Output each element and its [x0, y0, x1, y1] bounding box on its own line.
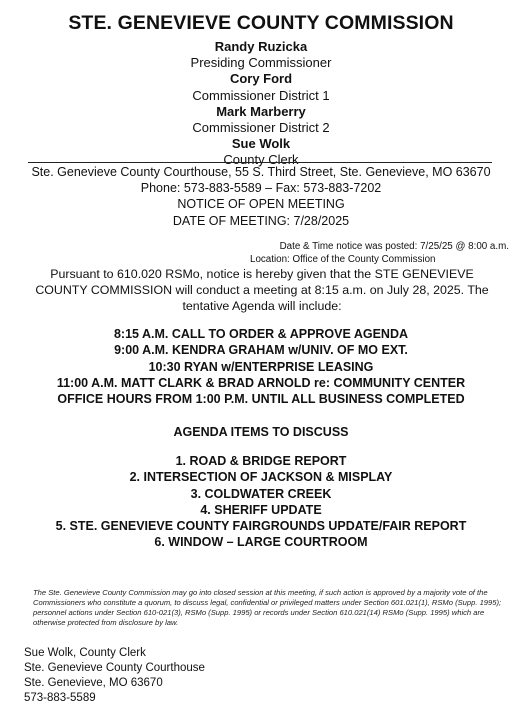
footer-line: Ste. Genevieve County Courthouse: [24, 662, 205, 674]
official-role: Commissioner District 2: [192, 120, 330, 136]
notice-title: NOTICE OF OPEN MEETING: [177, 197, 345, 212]
discussion-item: 1. ROAD & BRIDGE REPORT: [175, 454, 347, 468]
intro-paragraph: Pursuant to 610.020 RSMo, notice is hereby given that the STE GENEVIEVE COUNTY COMMISSION will conduct a meeting at 8:15 a.m. on July 28, 2025. The tentative Agenda will include:: [35, 267, 489, 314]
meeting-date: DATE OF MEETING: 7/28/2025: [172, 213, 350, 228]
schedule-item: 8:15 A.M. CALL TO ORDER & APPROVE AGENDA: [113, 327, 409, 341]
discussion-items: [0, 453, 522, 551]
courthouse-address: Ste. Genevieve County Courthouse, 55 S. Third Street, Ste. Genevieve, MO 63670: [31, 165, 491, 179]
posting-info: [0, 240, 509, 266]
notice-header: [0, 164, 522, 229]
schedule-item: 9:00 A.M. KENDRA GRAHAM w/UNIV. OF MO EXT.: [114, 343, 408, 358]
discussion-item: 6. WINDOW – LARGE COURTROOM: [154, 535, 368, 550]
official-name: Cory Ford: [229, 71, 293, 87]
footer-line: Ste. Genevieve, MO 63670: [24, 677, 163, 689]
clerk-signature-block: [24, 646, 205, 706]
posted-location: Location: Office of the County Commission: [250, 254, 436, 265]
discussion-item: 4. SHERIFF UPDATE: [200, 502, 322, 517]
agenda-schedule: [0, 326, 522, 407]
official-name: Sue Wolk: [231, 136, 291, 152]
discussion-item: 3. COLDWATER CREEK: [190, 486, 332, 501]
footer-line: Sue Wolk, County Clerk: [24, 647, 146, 659]
phone-fax: Phone: 573-883-5589 – Fax: 573-883-7202: [140, 181, 382, 196]
discussion-item: 2. INTERSECTION OF JACKSON & MISPLAY: [129, 470, 393, 485]
schedule-item: 10:30 RYAN w/ENTERPRISE LEASING: [148, 359, 374, 374]
schedule-item: 11:00 A.M. MATT CLARK & BRAD ARNOLD re: COMMUNITY CENTER: [56, 375, 466, 390]
official-name: Randy Ruzicka: [214, 39, 308, 54]
schedule-item: OFFICE HOURS FROM 1:00 P.M. UNTIL ALL BUSINESS COMPLETED: [57, 392, 465, 407]
discuss-heading: AGENDA ITEMS TO DISCUSS: [173, 425, 349, 439]
commission-title: STE. GENEVIEVE COUNTY COMMISSION: [68, 12, 454, 34]
header-divider: [28, 162, 492, 163]
discussion-item: 5. STE. GENEVIEVE COUNTY FAIRGROUNDS UPDATE/FAIR REPORT: [55, 519, 467, 534]
posted-datetime: Date & Time notice was posted: 7/25/25 @ 8:00 a.m.: [279, 241, 509, 252]
closed-session-notice: The Ste. Genevieve County Commission may go into closed session at this meeting, if such action is approved by a majority vote of the Commissioners who constitute a quorum, to discuss legal, confidential or privileged matters under Section 601.021(1), RSMo (Supp. 1995); personnel actions under Section 610-021(3), RSMo (Supp. 1995) or records under Section 610.021(14) RSMo (Supp. 1995) which are otherwise protected from disclosure by law.: [33, 588, 502, 627]
official-role: Commissioner District 1: [192, 87, 330, 103]
official-role: Presiding Commissioner: [190, 55, 332, 71]
official-role: County Clerk: [223, 152, 299, 168]
official-name: Mark Marberry: [216, 103, 306, 119]
officials-roster: [0, 39, 522, 169]
footer-line: 573-883-5589: [24, 692, 96, 704]
